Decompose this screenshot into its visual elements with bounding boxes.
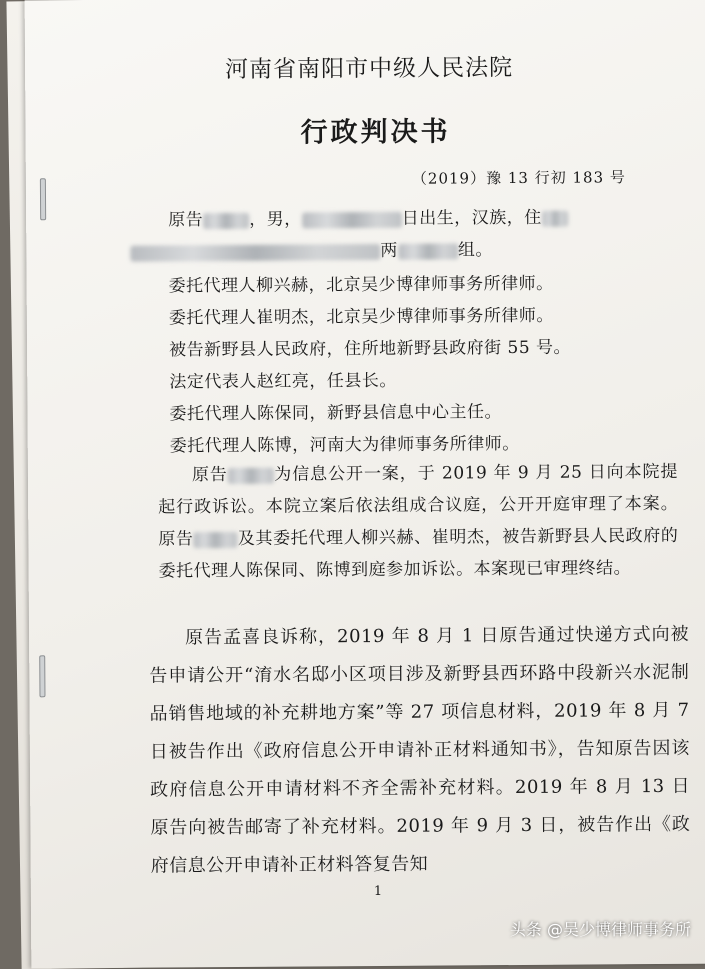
redacted-birthdate [302,211,402,228]
plaintiff-line [168,203,568,231]
filing-body: 为信息公开一案，于 2019 年 9 月 25 日向本院提起行政诉讼。本院立案后依法组成合议庭，公开开庭审理了本案。原告 [158,461,679,550]
redacted-address-start [542,210,568,226]
paragraph-filing [158,456,679,588]
agent-line-1: 委托代理人柳兴赫，北京吴少博律师事务所律师。 [168,273,554,297]
paragraph-claim: 原告孟喜良诉称，2019 年 8 月 1 日原告通过快递方式向被告申请公开“淯水名邸小区项目涉及新野县西环路中段新兴水泥制品销售地域的补充耕地方案”等 27 项信息材料，2019 年 8 月 7 日被告作出《政府信息公开申请补正材料通知书》，告知原告因该政府信息公开申请材料不齐全需补充材料。2019 年 8 月 13 日原告向被告邮寄了补充材料。2019 年 9 月 3 日，被告作出《政府信息公开申请补正材料答复告知 [149,623,691,877]
address-fragment: 两 [380,240,398,261]
page-number: 1 [373,883,383,900]
case-number: （2019）豫 13 行初 183 号 [411,168,626,188]
agent-line-2: 委托代理人崔明杰，北京吴少博律师事务所律师。 [168,305,554,329]
document-page [25,0,705,968]
court-name: 河南省南阳市中级人民法院 [225,55,514,84]
agent-line-3: 委托代理人陈保同，新野县信息中心主任。 [169,402,503,425]
address-suffix: 组。 [457,240,493,261]
plaintiff-birth-suffix: 日出生，汉族，住 [401,207,542,229]
redacted-address [130,243,380,261]
legal-rep-line: 法定代表人赵红亮，任县长。 [169,370,397,393]
plaintiff-prefix: 原告 [168,210,204,231]
redacted-name [203,212,249,228]
plaintiff-address-line [130,235,493,263]
source-watermark: 头条 @吴少博律师事务所 [509,920,691,939]
plaintiff-gender: ，男， [249,209,302,230]
defendant-line: 被告新野县人民政府，住所地新野县政府街 55 号。 [169,337,572,361]
staple-top [40,178,46,220]
redacted-name-3 [194,531,238,547]
agent-line-4: 委托代理人陈博，河南大为律师事务所律师。 [169,433,520,457]
redacted-name-2 [228,467,274,483]
redacted-address-end [398,243,458,259]
filing-prefix: 原告 [191,465,228,486]
document-title: 行政判决书 [300,116,451,149]
filing-end: 及其委托代理人柳兴赫、崔明杰，被告新野县人民政府的委托代理人陈保同、陈博到庭参加诉讼。本案现已审理终结。 [158,525,679,582]
staple-bottom [39,655,45,697]
